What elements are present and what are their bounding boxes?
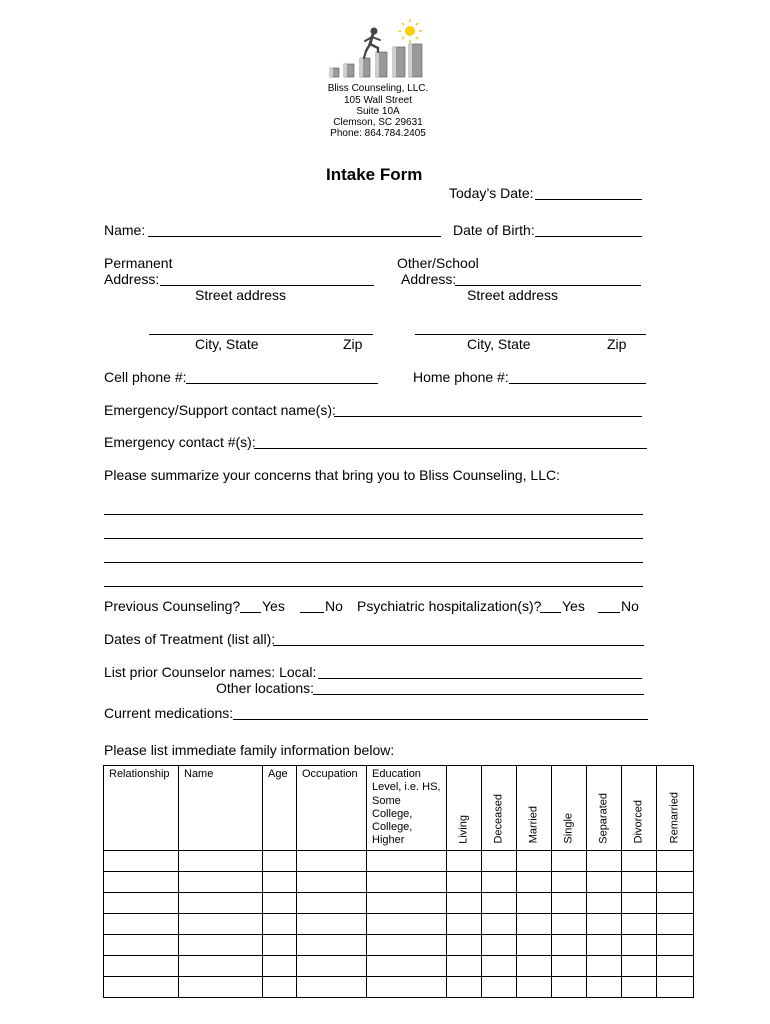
family-table-cell[interactable] bbox=[517, 871, 552, 892]
family-table-cell[interactable] bbox=[297, 934, 367, 955]
other-zip-caption: Zip bbox=[607, 336, 627, 352]
family-table-cell[interactable] bbox=[552, 913, 587, 934]
psych-hosp-yes-label: Yes bbox=[562, 598, 585, 614]
header-single: Single bbox=[552, 766, 587, 851]
permanent-city-caption: City, State bbox=[195, 336, 259, 352]
family-table-cell[interactable] bbox=[587, 913, 622, 934]
emergency-names-label: Emergency/Support contact name(s): bbox=[104, 402, 336, 418]
family-table-cell[interactable] bbox=[622, 913, 657, 934]
header-relationship: Relationship bbox=[104, 766, 179, 851]
header-living: Living bbox=[447, 766, 482, 851]
family-table-cell[interactable] bbox=[263, 934, 297, 955]
prev-counseling-label: Previous Counseling? bbox=[104, 598, 241, 614]
dates-treatment-field[interactable] bbox=[273, 645, 644, 646]
emergency-names-field[interactable] bbox=[334, 416, 642, 417]
home-phone-label: Home phone #: bbox=[413, 369, 509, 385]
family-table-cell[interactable] bbox=[179, 955, 263, 976]
family-table-row bbox=[104, 934, 694, 955]
dob-label: Date of Birth: bbox=[453, 222, 535, 238]
family-table-cell[interactable] bbox=[482, 892, 517, 913]
other-city-field[interactable] bbox=[415, 334, 646, 335]
family-table-cell[interactable] bbox=[622, 871, 657, 892]
family-table-cell[interactable] bbox=[657, 913, 694, 934]
family-table-cell[interactable] bbox=[587, 976, 622, 997]
family-table-cell[interactable] bbox=[657, 934, 694, 955]
cell-phone-field[interactable] bbox=[186, 383, 378, 384]
family-table-row bbox=[104, 850, 694, 871]
family-table-cell[interactable] bbox=[622, 955, 657, 976]
family-table-cell[interactable] bbox=[482, 913, 517, 934]
permanent-label: Permanent bbox=[104, 255, 173, 271]
family-table-row bbox=[104, 976, 694, 997]
family-table-cell[interactable] bbox=[367, 871, 447, 892]
family-table-cell[interactable] bbox=[657, 955, 694, 976]
other-street-field[interactable] bbox=[455, 285, 641, 286]
family-table-row bbox=[104, 871, 694, 892]
family-table-cell[interactable] bbox=[297, 913, 367, 934]
family-table-cell[interactable] bbox=[482, 850, 517, 871]
header-divorced: Divorced bbox=[622, 766, 657, 851]
permanent-address-label: Address: bbox=[104, 271, 160, 287]
family-table-cell[interactable] bbox=[104, 850, 179, 871]
name-field[interactable] bbox=[148, 236, 441, 237]
family-table-cell[interactable] bbox=[587, 871, 622, 892]
family-table-cell[interactable] bbox=[179, 871, 263, 892]
family-table-cell[interactable] bbox=[517, 913, 552, 934]
family-table-cell[interactable] bbox=[263, 955, 297, 976]
family-table-cell[interactable] bbox=[482, 934, 517, 955]
todays-date-field[interactable] bbox=[535, 199, 642, 200]
family-table-cell[interactable] bbox=[447, 871, 482, 892]
family-table-header bbox=[104, 766, 694, 851]
family-table-cell[interactable] bbox=[517, 934, 552, 955]
concerns-line-1[interactable] bbox=[104, 514, 643, 515]
family-table-cell[interactable] bbox=[263, 871, 297, 892]
family-table-cell[interactable] bbox=[552, 850, 587, 871]
family-table-cell[interactable] bbox=[179, 892, 263, 913]
family-table-cell[interactable] bbox=[587, 892, 622, 913]
permanent-zip-caption: Zip bbox=[343, 336, 363, 352]
family-table-cell[interactable] bbox=[552, 892, 587, 913]
family-table-cell[interactable] bbox=[657, 871, 694, 892]
company-address-line2: Suite 10A bbox=[356, 106, 400, 117]
company-logo bbox=[326, 18, 430, 80]
prev-counseling-no-field[interactable] bbox=[300, 612, 324, 613]
family-table-cell[interactable] bbox=[587, 934, 622, 955]
other-locations-field[interactable] bbox=[313, 694, 644, 695]
family-table-row bbox=[104, 913, 694, 934]
family-table-cell[interactable] bbox=[482, 955, 517, 976]
family-table-cell[interactable] bbox=[104, 892, 179, 913]
concerns-line-4[interactable] bbox=[104, 586, 643, 587]
family-table-cell[interactable] bbox=[367, 934, 447, 955]
header-education: Education Level, i.e. HS, Some College, College, Higher bbox=[367, 766, 447, 851]
header-remarried: Remarried bbox=[657, 766, 694, 851]
header-separated: Separated bbox=[587, 766, 622, 851]
family-table-cell[interactable] bbox=[447, 850, 482, 871]
family-table-cell[interactable] bbox=[104, 871, 179, 892]
emergency-numbers-label: Emergency contact #(s): bbox=[104, 434, 256, 450]
emergency-numbers-field[interactable] bbox=[254, 448, 647, 449]
family-table-cell[interactable] bbox=[447, 892, 482, 913]
other-locations-label: Other locations: bbox=[216, 680, 315, 696]
family-table-cell[interactable] bbox=[297, 955, 367, 976]
header-age: Age bbox=[263, 766, 297, 851]
family-table-cell[interactable] bbox=[297, 892, 367, 913]
psych-hosp-yes-field[interactable] bbox=[540, 612, 561, 613]
other-address-label: Address: bbox=[401, 271, 457, 287]
family-table-cell[interactable] bbox=[263, 913, 297, 934]
prev-counseling-yes-field[interactable] bbox=[240, 612, 261, 613]
prior-counselor-label: List prior Counselor names: Local: bbox=[104, 664, 317, 680]
family-table-cell[interactable] bbox=[622, 976, 657, 997]
todays-date-label: Today’s Date: bbox=[449, 185, 534, 201]
concerns-line-3[interactable] bbox=[104, 562, 643, 563]
company-city: Clemson, SC 29631 bbox=[333, 117, 423, 128]
family-table-cell[interactable] bbox=[517, 892, 552, 913]
family-table-cell[interactable] bbox=[297, 976, 367, 997]
header-occupation: Occupation bbox=[297, 766, 367, 851]
other-school-label: Other/School bbox=[397, 255, 479, 271]
psych-hosp-no-field[interactable] bbox=[598, 612, 620, 613]
prior-counselor-local-field[interactable] bbox=[318, 678, 642, 679]
family-table-cell[interactable] bbox=[552, 934, 587, 955]
company-phone: Phone: 864.784.2405 bbox=[330, 128, 426, 139]
family-table-cell[interactable] bbox=[179, 934, 263, 955]
family-table-cell[interactable] bbox=[482, 871, 517, 892]
family-table-cell[interactable] bbox=[104, 955, 179, 976]
family-table-cell[interactable] bbox=[517, 976, 552, 997]
family-table-cell[interactable] bbox=[552, 976, 587, 997]
company-name: Bliss Counseling, LLC. bbox=[327, 83, 429, 94]
header-name: Name bbox=[179, 766, 263, 851]
permanent-street-caption: Street address bbox=[195, 287, 287, 303]
psych-hosp-no-label: No bbox=[621, 598, 639, 614]
family-table-cell[interactable] bbox=[367, 955, 447, 976]
family-table-cell[interactable] bbox=[447, 913, 482, 934]
family-table-cell[interactable] bbox=[657, 850, 694, 871]
family-table-cell[interactable] bbox=[179, 850, 263, 871]
family-table-cell[interactable] bbox=[367, 976, 447, 997]
name-label: Name: bbox=[104, 222, 146, 238]
permanent-street-field[interactable] bbox=[160, 285, 374, 286]
family-table-cell[interactable] bbox=[657, 892, 694, 913]
prev-counseling-yes-label: Yes bbox=[262, 598, 285, 614]
family-table-cell[interactable] bbox=[622, 934, 657, 955]
family-table-cell[interactable] bbox=[367, 892, 447, 913]
company-address-line1: 105 Wall Street bbox=[344, 95, 412, 106]
family-table-row bbox=[104, 955, 694, 976]
family-table-cell[interactable] bbox=[104, 913, 179, 934]
family-table-cell[interactable] bbox=[587, 955, 622, 976]
family-table-cell[interactable] bbox=[517, 955, 552, 976]
current-meds-label: Current medications: bbox=[104, 705, 234, 721]
family-table-cell[interactable] bbox=[447, 934, 482, 955]
other-street-caption: Street address bbox=[467, 287, 559, 303]
family-table-cell[interactable] bbox=[179, 913, 263, 934]
home-phone-field[interactable] bbox=[509, 383, 646, 384]
cell-phone-label: Cell phone #: bbox=[104, 369, 187, 385]
family-table-cell[interactable] bbox=[367, 850, 447, 871]
other-city-caption: City, State bbox=[467, 336, 531, 352]
family-table-cell[interactable] bbox=[263, 976, 297, 997]
family-table-cell[interactable] bbox=[552, 871, 587, 892]
family-table-cell[interactable] bbox=[587, 850, 622, 871]
family-table-cell[interactable] bbox=[367, 913, 447, 934]
family-table-cell[interactable] bbox=[517, 850, 552, 871]
family-table-cell[interactable] bbox=[263, 850, 297, 871]
family-table-cell[interactable] bbox=[447, 976, 482, 997]
family-table-cell[interactable] bbox=[552, 955, 587, 976]
family-table-cell[interactable] bbox=[657, 976, 694, 997]
family-table-cell[interactable] bbox=[104, 934, 179, 955]
family-table-cell[interactable] bbox=[482, 976, 517, 997]
family-table bbox=[103, 765, 694, 998]
form-title: Intake Form bbox=[326, 165, 423, 184]
header-married: Married bbox=[517, 766, 552, 851]
family-table-cell[interactable] bbox=[297, 871, 367, 892]
permanent-city-field[interactable] bbox=[149, 334, 373, 335]
family-table-row bbox=[104, 892, 694, 913]
family-table-cell[interactable] bbox=[622, 850, 657, 871]
prev-counseling-no-label: No bbox=[325, 598, 343, 614]
dates-treatment-label: Dates of Treatment (list all): bbox=[104, 631, 276, 647]
dob-field[interactable] bbox=[535, 236, 642, 237]
concerns-label: Please summarize your concerns that bring you to Bliss Counseling, LLC: bbox=[104, 467, 560, 483]
family-table-cell[interactable] bbox=[263, 892, 297, 913]
concerns-line-2[interactable] bbox=[104, 538, 643, 539]
family-table-cell[interactable] bbox=[104, 976, 179, 997]
current-meds-field[interactable] bbox=[233, 719, 648, 720]
family-table-cell[interactable] bbox=[179, 976, 263, 997]
header-deceased: Deceased bbox=[482, 766, 517, 851]
family-table-cell[interactable] bbox=[622, 892, 657, 913]
psych-hosp-label: Psychiatric hospitalization(s)? bbox=[357, 598, 542, 614]
family-table-cell[interactable] bbox=[447, 955, 482, 976]
family-intro-label: Please list immediate family information below: bbox=[104, 742, 395, 758]
family-table-cell[interactable] bbox=[297, 850, 367, 871]
